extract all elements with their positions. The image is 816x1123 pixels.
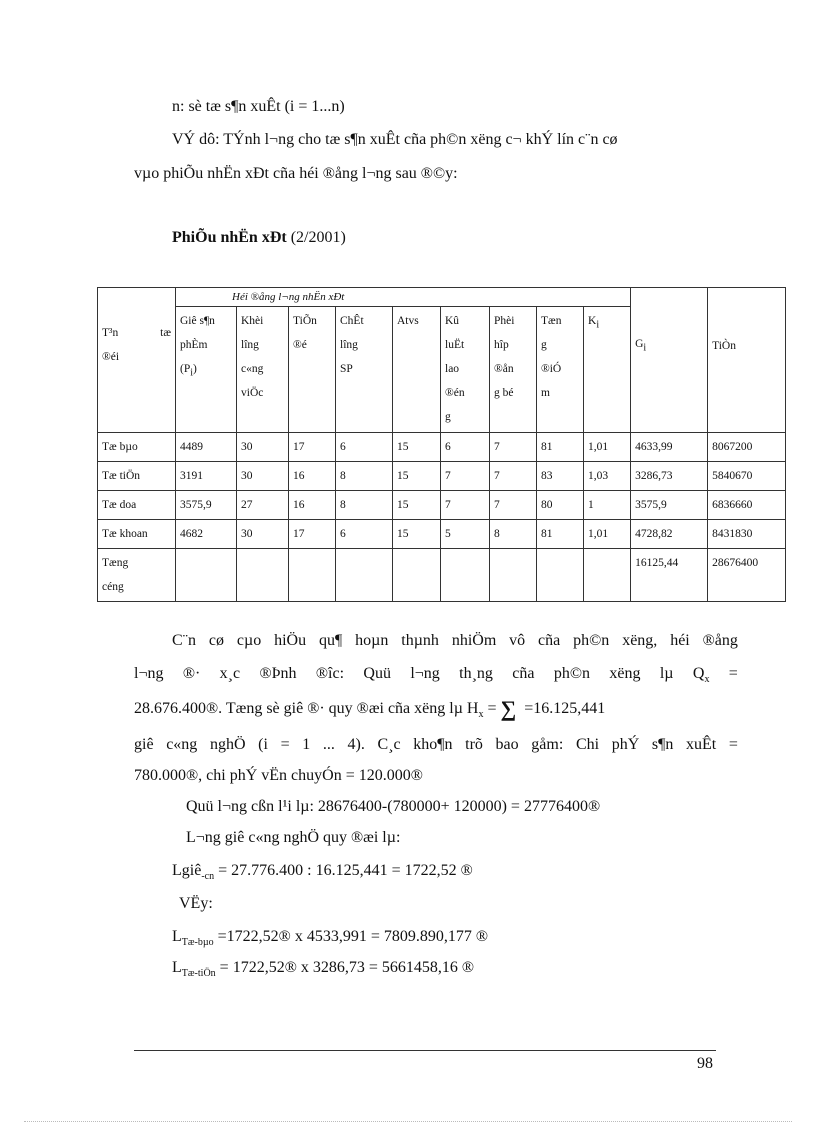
cell: 3575,9	[631, 491, 708, 520]
intro-line-3: vµo phiÕu nhËn xÐt cña héi ®ång l¬ng sau ®©y:	[134, 165, 458, 182]
total-label: Tæng céng	[98, 549, 176, 602]
evaluation-table	[97, 287, 786, 602]
cell: 8	[336, 462, 393, 491]
cell	[336, 549, 393, 602]
body-line-8: Lgiê$_{-cn}$ = 27.776.400 : 16.125,441 = 1722,52 ®	[172, 862, 473, 883]
header-progress: TiÕn ®é	[289, 307, 336, 433]
row-name: Tæ bµo	[98, 433, 176, 462]
cell: 80	[537, 491, 584, 520]
cell	[289, 549, 336, 602]
cell: 3575,9	[176, 491, 237, 520]
cell: 81	[537, 433, 584, 462]
cell: 7	[490, 491, 537, 520]
table-row	[98, 462, 786, 491]
cell: 7	[490, 433, 537, 462]
cell: 15	[393, 520, 441, 549]
footer-rule	[134, 1050, 716, 1051]
body-line-1: C¨n cø cµo hiÖu qu¶ hoµn thµnh nhiÖm vô cña ph©n xëng, héi ®ång	[172, 632, 738, 649]
header-total-points: Tæn g ®iÓ m	[537, 307, 584, 433]
cell	[537, 549, 584, 602]
cell: 6	[336, 520, 393, 549]
cell: 7	[490, 462, 537, 491]
cell: 1	[584, 491, 631, 520]
cell	[490, 549, 537, 602]
cell: 17	[289, 520, 336, 549]
cell: 7	[441, 491, 490, 520]
cell: 16	[289, 491, 336, 520]
body-line-5: 780.000®, chi phÝ vËn chuyÓn = 120.000®	[134, 767, 423, 784]
cell: 15	[393, 433, 441, 462]
table-row	[98, 491, 786, 520]
cell	[393, 549, 441, 602]
total-tien: 28676400	[708, 549, 786, 602]
body-line-9: VËy:	[179, 895, 213, 912]
cell: 17	[289, 433, 336, 462]
header-quality: ChÊt lîng SP	[336, 307, 393, 433]
table-title-bold: PhiÕu nhËn xÐt	[172, 229, 287, 246]
table-group-header-row	[98, 288, 786, 307]
row-name: Tæ doa	[98, 491, 176, 520]
row-name: Tæ khoan	[98, 520, 176, 549]
header-team-name	[98, 288, 176, 433]
cell: 16	[289, 462, 336, 491]
body-line-6: Quü l¬ng cßn l¹i lµ: 28676400-(780000+ 120000) = 27776400®	[186, 798, 601, 815]
table-total-row	[98, 549, 786, 602]
body-line-7: L¬ng giê c«ng nghÖ quy ®æi lµ:	[186, 829, 401, 846]
cell: 7	[441, 462, 490, 491]
cell: 8	[336, 491, 393, 520]
cell	[176, 549, 237, 602]
page-number: 98	[697, 1055, 713, 1072]
cell: 4633,99	[631, 433, 708, 462]
table-title	[172, 229, 346, 247]
cell: 30	[237, 433, 289, 462]
cell: 6	[441, 433, 490, 462]
header-safety: Atvs	[393, 307, 441, 433]
cell	[584, 549, 631, 602]
header-tien: TiÒn	[708, 288, 786, 433]
cell: 4728,82	[631, 520, 708, 549]
body-line-10: $L_{Tæ-b\mu o}$ =1722,52® x 4533,991 = 7809.890,177 ®	[172, 928, 489, 949]
header-ki: $K_i$	[584, 307, 631, 433]
cell: 5840670	[708, 462, 786, 491]
cell: 30	[237, 462, 289, 491]
header-gi: $G_i$	[631, 288, 708, 433]
cell: 1,01	[584, 433, 631, 462]
cell: 6	[336, 433, 393, 462]
page-bottom-border	[24, 1121, 792, 1122]
table-title-date: (2/2001)	[286, 229, 346, 246]
header-hours: Giê s¶n phÈm $(P_i)$	[176, 307, 237, 433]
cell: 15	[393, 462, 441, 491]
header-coordination: Phèi hîp ®ån g bé	[490, 307, 537, 433]
cell: 4489	[176, 433, 237, 462]
body-line-2: l¬ng ®· x¸c ®Þnh ®îc: Quü l¬ng th¸ng cña ph©n xëng lµ $Q_x$ =	[134, 665, 738, 686]
cell	[441, 549, 490, 602]
cell: 4682	[176, 520, 237, 549]
table-row	[98, 520, 786, 549]
cell: 83	[537, 462, 584, 491]
cell: 8067200	[708, 433, 786, 462]
body-line-11: $L_{Tæ-tiÖn}$ = 1722,52® x 3286,73 = 5661458,16 ®	[172, 959, 475, 980]
cell	[237, 549, 289, 602]
cell: 5	[441, 520, 490, 549]
body-line-4: giê c«ng nghÖ (i = 1 ... 4). C¸c kho¶n trõ bao gåm: Chi phÝ s¶n xuÊt =	[134, 736, 738, 753]
header-council-group: Héi ®ång l¬ng nhËn xÐt	[176, 288, 631, 307]
row-name: Tæ tiÖn	[98, 462, 176, 491]
header-workload: Khèi lîng c«ng viÖc	[237, 307, 289, 433]
header-team-word-2: tæ	[160, 327, 171, 339]
cell: 15	[393, 491, 441, 520]
sigma-icon: ∑	[500, 696, 517, 721]
cell: 3191	[176, 462, 237, 491]
cell: 30	[237, 520, 289, 549]
cell: 81	[537, 520, 584, 549]
total-gi: 16125,44	[631, 549, 708, 602]
body-line-3: 28.676.400®. Tæng sè giê ®· quy ®æi cña xëng lµ $H_x$ = ∑ =16.125,441	[134, 696, 606, 721]
header-team-word-1: T³n	[102, 327, 119, 339]
cell: 8	[490, 520, 537, 549]
header-team-word-3: ®éi	[102, 351, 120, 363]
cell: 6836660	[708, 491, 786, 520]
cell: 8431830	[708, 520, 786, 549]
cell: 3286,73	[631, 462, 708, 491]
intro-line-1: n: sè tæ s¶n xuÊt (i = 1...n)	[172, 98, 345, 115]
header-discipline: Kû luËt lao ®én g	[441, 307, 490, 433]
cell: 1,03	[584, 462, 631, 491]
cell: 1,01	[584, 520, 631, 549]
intro-line-2: VÝ dô: TÝnh l¬ng cho tæ s¶n xuÊt cña ph©n xëng c¬ khÝ lín c¨n cø	[172, 131, 618, 148]
table-row	[98, 433, 786, 462]
cell: 27	[237, 491, 289, 520]
